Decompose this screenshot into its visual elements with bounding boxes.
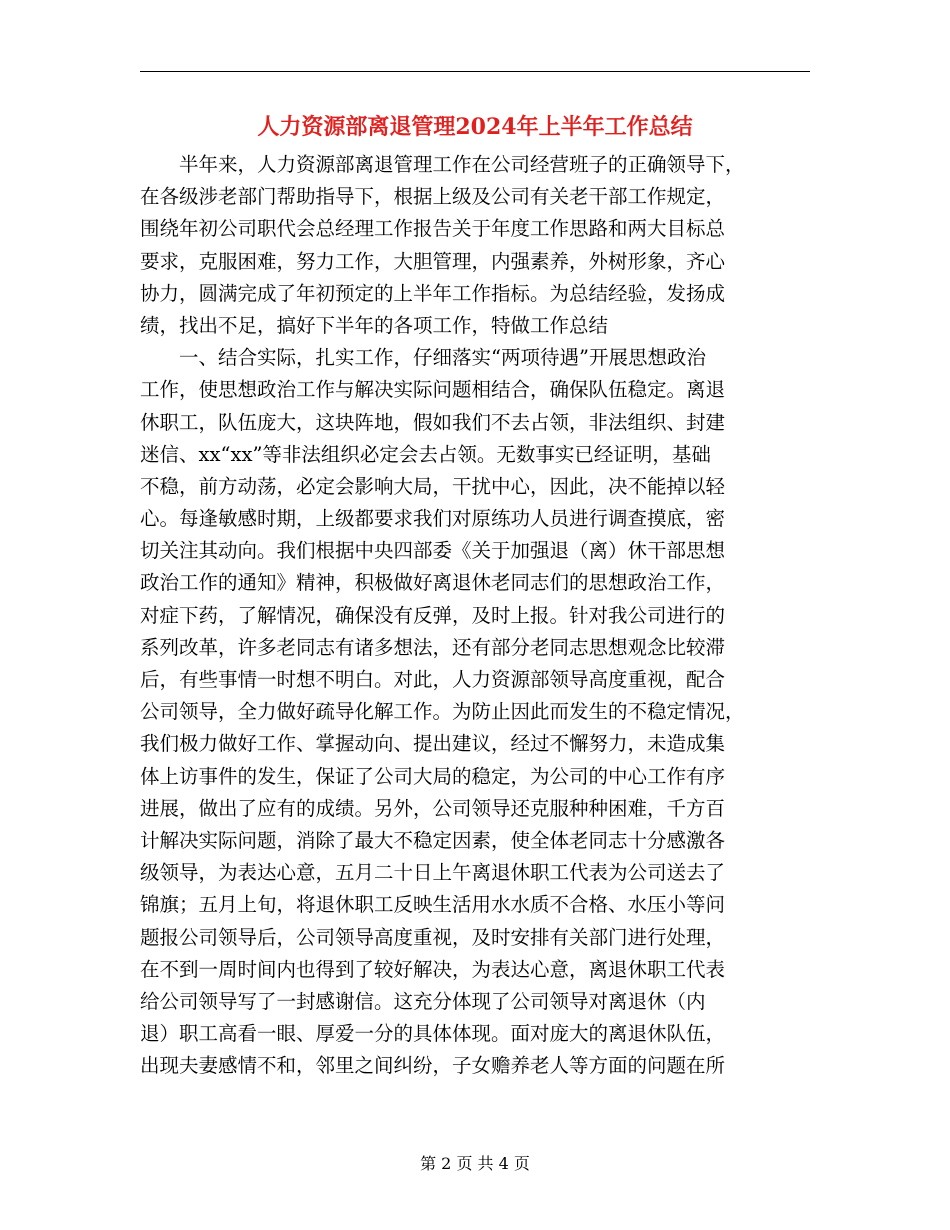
document-title: 人力资源部离退管理2024年上半年工作总结: [257, 114, 693, 140]
header-rule: [140, 71, 810, 72]
body-line: 我们极力做好工作、掌握动向、提出建议，经过不懈努力，未造成集: [140, 732, 726, 756]
body-line: 不稳，前方动荡，必定会影响大局，干扰中心，因此，决不能掉以轻: [140, 474, 726, 498]
body-line: 绩，找出不足，搞好下半年的各项工作，特做工作总结: [140, 313, 609, 337]
body-line: 系列改革，许多老同志有诸多想法，还有部分老同志思想观念比较滞: [140, 635, 726, 659]
body-line: 题报公司领导后，公司领导高度重视，及时安排有关部门进行处理，: [140, 925, 726, 949]
body-line: 体上访事件的发生，保证了公司大局的稳定，为公司的中心工作有序: [140, 764, 726, 788]
body-line: 在不到一周时间内也得到了较好解决，为表达心意，离退休职工代表: [140, 957, 726, 981]
body-line: 在各级涉老部门帮助指导下，根据上级及公司有关老干部工作规定，: [140, 185, 726, 209]
body-line: 公司领导，全力做好疏导化解工作。为防止因此而发生的不稳定情况，: [140, 700, 745, 724]
body-line: 一、结合实际，扎实工作，仔细落实“两项待遇”开展思想政治: [140, 346, 706, 370]
body-line: 迷信、xx“xx”等非法组织必定会去占领。无数事实已经证明，基础: [140, 442, 711, 466]
body-line: 锦旗；五月上旬，将退休职工反映生活用水水质不合格、水压小等问: [140, 893, 726, 917]
body-line: 围绕年初公司职代会总经理工作报告关于年度工作思路和两大目标总: [140, 217, 726, 241]
body-line: 切关注其动向。我们根据中央四部委《关于加强退（离）休干部思想: [140, 539, 726, 563]
document-body: [140, 149, 810, 1082]
body-line: 要求，克服困难，努力工作，大胆管理，内强素养，外树形象，齐心: [140, 249, 726, 273]
body-line: 退）职工高看一眼、厚爱一分的具体体现。面对庞大的离退休队伍，: [140, 1022, 726, 1046]
body-line: 半年来，人力资源部离退管理工作在公司经营班子的正确领导下，: [140, 153, 745, 176]
body-line: 进展，做出了应有的成绩。另外，公司领导还克服种种困难，千方百: [140, 796, 726, 820]
body-line: 给公司领导写了一封感谢信。这充分体现了公司领导对离退休（内: [140, 989, 706, 1013]
body-line: 工作，使思想政治工作与解决实际问题相结合，确保队伍稳定。离退: [140, 378, 726, 402]
body-line: 协力，圆满完成了年初预定的上半年工作指标。为总结经验，发扬成: [140, 281, 726, 305]
body-line: 级领导，为表达心意，五月二十日上午离退休职工代表为公司送去了: [140, 861, 726, 885]
body-line: 后，有些事情一时想不明白。对此，人力资源部领导高度重视，配合: [140, 668, 726, 691]
body-line: 对症下药，了解情况，确保没有反弹，及时上报。针对我公司进行的: [140, 603, 726, 627]
body-line: 出现夫妻感情不和，邻里之间纠纷，子女赡养老人等方面的问题在所: [140, 1054, 726, 1078]
page-number-footer: 第 2 页 共 4 页: [420, 1154, 530, 1173]
body-line: 政治工作的通知》精神，积极做好离退休老同志们的思想政治工作，: [140, 571, 726, 595]
body-line: 计解决实际问题，消除了最大不稳定因素，使全体老同志十分感激各: [140, 828, 726, 852]
body-line: 休职工，队伍庞大，这块阵地，假如我们不去占领，非法组织、封建: [140, 410, 726, 434]
body-line: 心。每逢敏感时期，上级都要求我们对原练功人员进行调查摸底，密: [140, 507, 726, 531]
